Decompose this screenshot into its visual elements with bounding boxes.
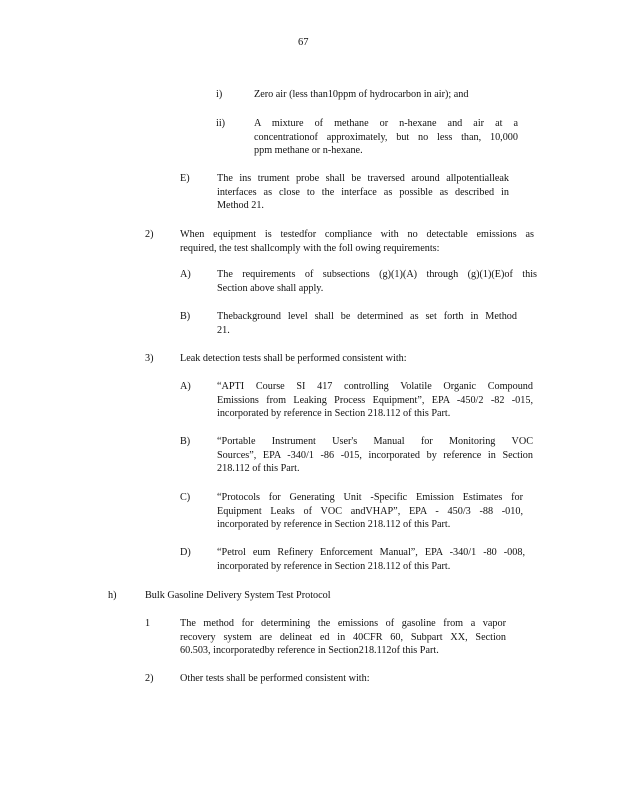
text-line: 218.112 of this Part. bbox=[217, 463, 300, 475]
item-label: i) bbox=[216, 89, 223, 100]
item-label: h) bbox=[108, 590, 117, 601]
text-line: “APTI Course SI 417 controlling Volatile Organic Compound bbox=[217, 381, 533, 392]
item-text bbox=[254, 88, 506, 102]
text-line: incorporated by reference in Section 218.112 of this Part. bbox=[217, 519, 451, 531]
item-text bbox=[217, 380, 533, 421]
text-line: Equipment Leaks of VOC andVHAP”, EPA - 450/3 -88 -010, bbox=[217, 505, 523, 517]
text-line: Bulk Gasoline Delivery System Test Protocol bbox=[145, 590, 331, 601]
item-text bbox=[217, 268, 537, 295]
text-line: Sources”, EPA -340/1 -86 -015, incorporated by reference in Section bbox=[217, 449, 533, 461]
item-label: 3) bbox=[145, 353, 154, 364]
text-line: When equipment is testedfor compliance with no detectable emissions as bbox=[180, 229, 534, 240]
text-line: Zero air (less than10ppm of hydrocarbon in air); and bbox=[254, 89, 469, 100]
text-line: required, the test shallcomply with the foll owing requirements: bbox=[180, 242, 440, 254]
text-line: recovery system are delineat ed in 40CFR 60, Subpart XX, Section bbox=[180, 631, 506, 643]
item-label: D) bbox=[180, 547, 191, 558]
text-line: incorporated by reference in Section 218.112 of this Part. bbox=[217, 408, 451, 420]
item-label: B) bbox=[180, 311, 191, 322]
item-text bbox=[217, 172, 509, 213]
item-label: E) bbox=[180, 173, 190, 184]
text-line: The requirements of subsections (g)(1)(A) through (g)(1)(E)of this bbox=[217, 269, 537, 280]
text-line: Method 21. bbox=[217, 200, 264, 212]
text-line: Leak detection tests shall be performed consistent with: bbox=[180, 353, 407, 364]
item-text bbox=[180, 617, 506, 658]
page-number: 67 bbox=[298, 37, 309, 48]
text-line: Section above shall apply. bbox=[217, 282, 324, 294]
text-line: concentrationof approximately, but no less than, 10,000 bbox=[254, 131, 518, 143]
item-label: C) bbox=[180, 492, 191, 503]
text-line: “Portable Instrument User's Manual for Monitoring VOC bbox=[217, 436, 533, 447]
item-text bbox=[180, 228, 534, 255]
item-label: 2) bbox=[145, 229, 154, 240]
text-line: Emissions from Leaking Process Equipment”, EPA -450/2 -82 -015, bbox=[217, 394, 533, 406]
item-text bbox=[254, 117, 518, 158]
item-heading bbox=[145, 589, 385, 603]
item-text bbox=[217, 491, 523, 532]
text-line: “Petrol eum Refinery Enforcement Manual”, EPA -340/1 -80 -008, bbox=[217, 547, 525, 558]
item-label: A) bbox=[180, 381, 191, 392]
item-text bbox=[180, 672, 440, 686]
text-line: Thebackground level shall be determined as set forth in Method bbox=[217, 311, 517, 322]
item-text bbox=[217, 435, 533, 476]
text-line: The method for determining the emissions of gasoline from a vapor bbox=[180, 618, 506, 629]
item-label: ii) bbox=[216, 118, 226, 129]
text-line: The ins trument probe shall be traversed around allpotentialleak bbox=[217, 173, 509, 184]
text-line: 21. bbox=[217, 324, 230, 336]
item-text bbox=[217, 546, 525, 573]
item-label: A) bbox=[180, 269, 191, 280]
text-line: A mixture of methane or n-hexane and air at a bbox=[254, 118, 518, 129]
text-line: incorporated by reference in Section 218.112 of this Part. bbox=[217, 560, 451, 572]
text-line: ppm methane or n-hexane. bbox=[254, 145, 363, 157]
item-label: B) bbox=[180, 436, 191, 447]
item-label: 1 bbox=[145, 618, 151, 629]
item-text bbox=[217, 310, 517, 337]
text-line: 60.503, incorporatedby reference in Section218.112of this Part. bbox=[180, 645, 439, 657]
text-line: interfaces as close to the interface as possible as described in bbox=[217, 186, 509, 198]
text-line: “Protocols for Generating Unit -Specific Emission Estimates for bbox=[217, 492, 523, 503]
item-label: 2) bbox=[145, 673, 154, 684]
item-text bbox=[180, 352, 470, 366]
text-line: Other tests shall be performed consistent with: bbox=[180, 673, 370, 684]
